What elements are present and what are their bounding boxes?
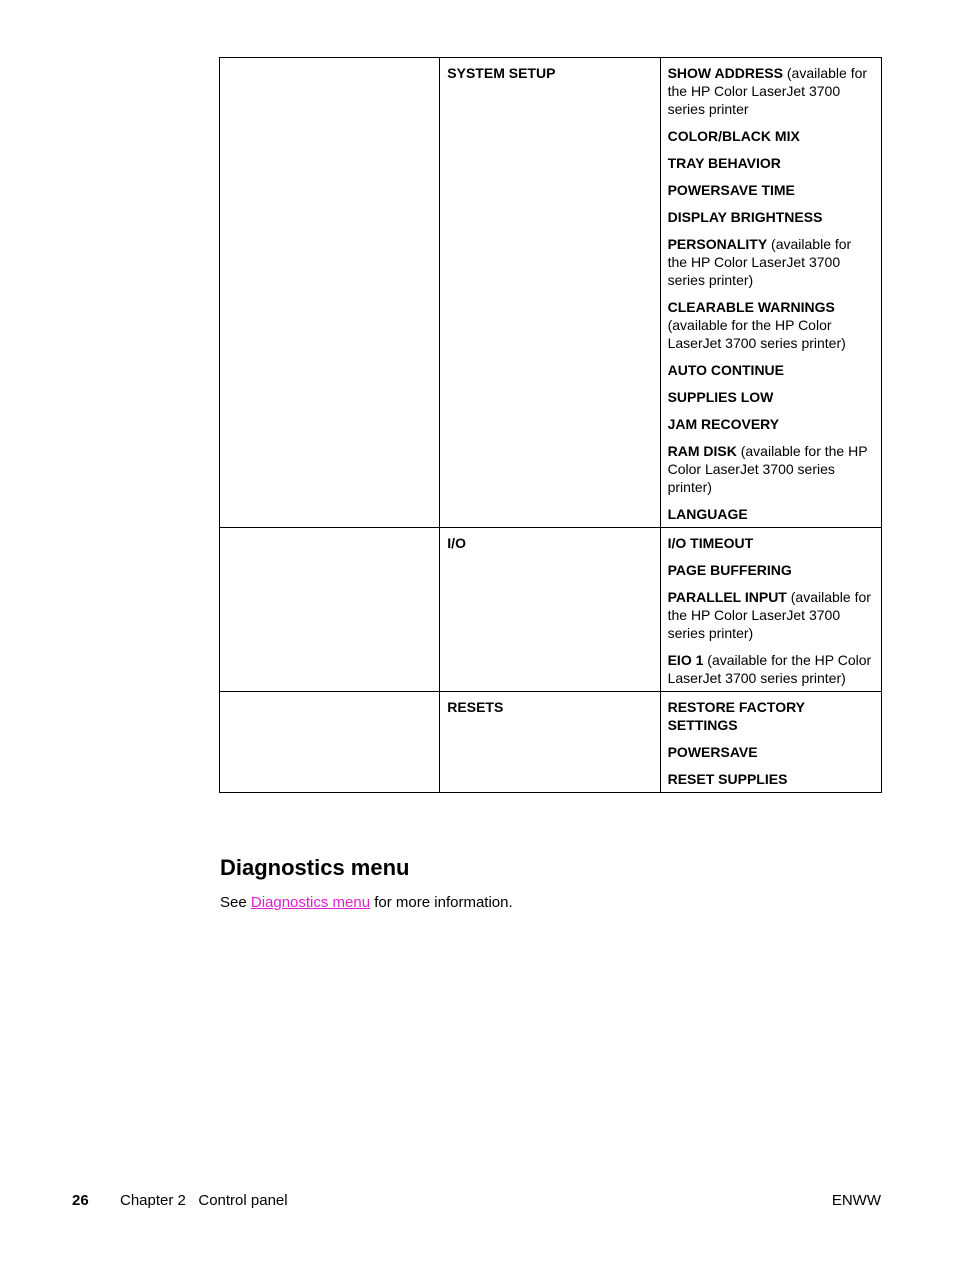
item-name: TRAY BEHAVIOR	[667, 155, 781, 171]
menu-item	[668, 388, 874, 406]
page-number: 26	[72, 1192, 89, 1209]
item-name: SUPPLIES LOW	[667, 389, 774, 405]
diagnostics-menu-link[interactable]: Diagnostics menu	[250, 894, 371, 911]
item-name: RAM DISK	[667, 443, 737, 459]
menu-item	[668, 588, 874, 642]
table-row	[220, 692, 882, 793]
item-name: CLEARABLE WARNINGS	[667, 299, 835, 315]
item-name: PERSONALITY	[667, 236, 768, 252]
item-name: RESTORE FACTORY SETTINGS	[667, 699, 805, 733]
item-name: LANGUAGE	[667, 506, 748, 522]
menu-table	[219, 57, 882, 793]
items-cell	[660, 58, 881, 528]
item-name: PAGE BUFFERING	[667, 562, 792, 578]
item-note: (available for the HP Color LaserJet 3700 series printer)	[667, 652, 872, 686]
item-name: AUTO CONTINUE	[667, 362, 785, 378]
item-note: (available for the HP Color LaserJet 3700 series printer	[667, 65, 868, 117]
menu-item	[668, 298, 874, 352]
group-cell	[440, 58, 660, 528]
menu-item	[668, 770, 874, 788]
group-cell	[440, 692, 660, 793]
menu-item	[668, 181, 874, 199]
menu-item	[668, 698, 874, 734]
item-name: SHOW ADDRESS	[667, 65, 783, 81]
item-name: RESET SUPPLIES	[667, 771, 788, 787]
group-name: SYSTEM SETUP	[447, 65, 556, 81]
empty-cell	[220, 692, 440, 793]
group-name: I/O	[447, 535, 466, 551]
item-note: (available for the HP Color LaserJet 3700 series printer)	[667, 589, 871, 641]
section-heading: Diagnostics menu	[220, 855, 410, 880]
menu-item	[668, 743, 874, 761]
item-name: COLOR/BLACK MIX	[667, 128, 800, 144]
item-name: I/O TIMEOUT	[667, 535, 754, 551]
menu-item	[668, 208, 874, 226]
table-row	[220, 58, 882, 528]
menu-item	[668, 561, 874, 579]
text-after: for more information.	[370, 894, 513, 911]
menu-item	[668, 534, 874, 552]
menu-item	[668, 154, 874, 172]
menu-item	[668, 235, 874, 289]
menu-item	[668, 64, 874, 118]
group-name: RESETS	[447, 699, 504, 715]
items-cell	[660, 692, 881, 793]
section-paragraph	[220, 893, 513, 912]
empty-cell	[220, 528, 440, 692]
group-cell	[440, 528, 660, 692]
text-before: See	[220, 894, 251, 911]
chapter-title: Chapter 2 Control panel	[120, 1192, 288, 1209]
item-note: (available for the HP Color LaserJet 3700 series printer)	[667, 443, 868, 495]
item-note: (available for the HP Color LaserJet 3700 series printer)	[667, 236, 852, 288]
menu-item	[668, 361, 874, 379]
table-row	[220, 528, 882, 692]
items-cell	[660, 528, 881, 692]
item-name: EIO 1	[667, 652, 704, 668]
menu-item	[668, 505, 874, 523]
menu-item	[668, 651, 874, 687]
item-note: (available for the HP Color LaserJet 3700 series printer)	[667, 317, 846, 351]
menu-item	[668, 442, 874, 496]
item-name: PARALLEL INPUT	[667, 589, 787, 605]
empty-cell	[220, 58, 440, 528]
item-name: JAM RECOVERY	[667, 416, 780, 432]
item-name: DISPLAY BRIGHTNESS	[667, 209, 823, 225]
menu-item	[668, 127, 874, 145]
item-name: POWERSAVE	[667, 744, 758, 760]
item-name: POWERSAVE TIME	[667, 182, 795, 198]
footer-label: ENWW	[831, 1192, 881, 1209]
menu-item	[668, 415, 874, 433]
